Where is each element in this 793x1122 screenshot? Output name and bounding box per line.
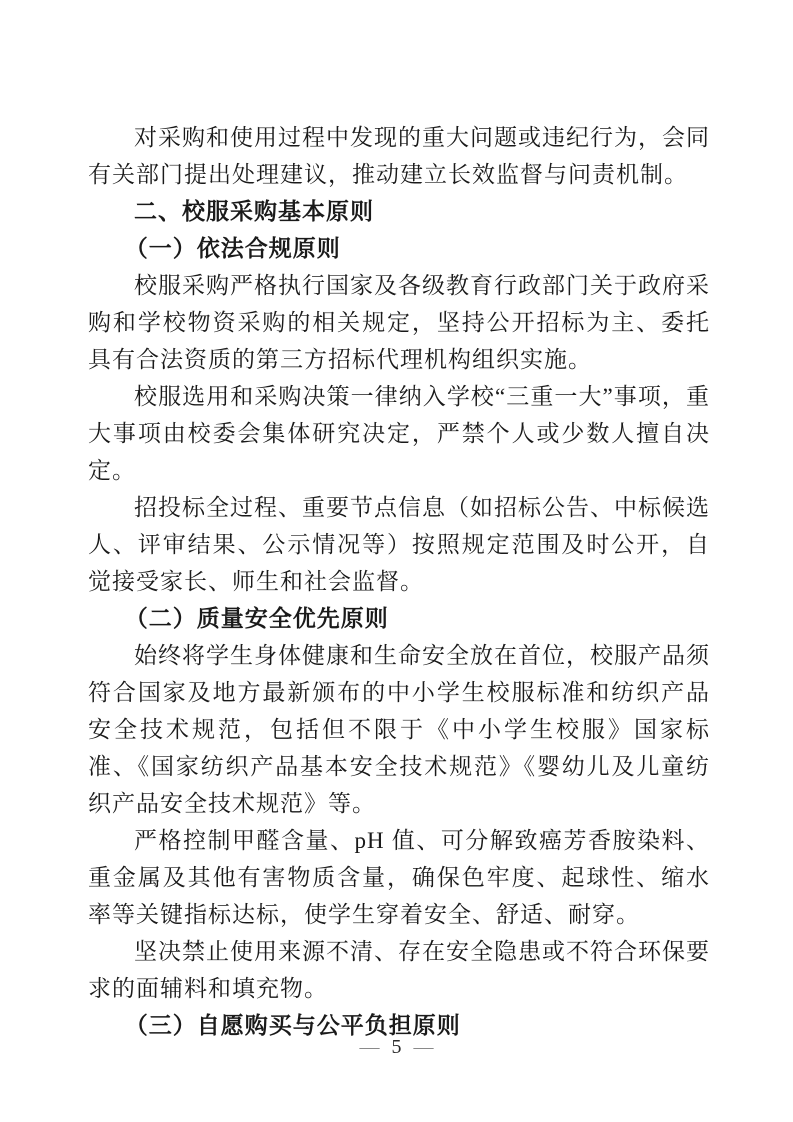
subsection-heading: （一）依法合规原则: [124, 236, 341, 261]
page-footer: [0, 1034, 793, 1060]
paragraph: 对采购和使用过程中发现的重大问题或违纪行为，会同有关部门提出处理建议，推动建立长效监督与问责机制。: [88, 125, 710, 187]
paragraph: 校服选用和采购决策一律纳入学校“三重一大”事项，重大事项由校委会集体研究决定，严禁个人或少数人擅自决定。: [88, 384, 710, 483]
footer-dash-right: —: [413, 1036, 434, 1058]
subsection-heading: （二）质量安全优先原则: [124, 606, 389, 631]
paragraph: 始终将学生身体健康和生命安全放在首位，校服产品须符合国家及地方最新颁布的中小学生校服标准和纺织产品安全技术规范，包括但不限于《中小学生校服》国家标准、《国家纺织产品基本安全技术规范》《婴幼儿及儿童纺织产品安全技术规范》等。: [88, 643, 710, 816]
subsection-heading: （三）自愿购买与公平负担原则: [124, 1013, 461, 1038]
paragraph: 严格控制甲醛含量、pH 值、可分解致癌芳香胺染料、重金属及其他有害物质含量，确保色牢度、起球性、缩水率等关键指标达标，使学生穿着安全、舒适、耐穿。: [88, 828, 710, 927]
paragraph: 坚决禁止使用来源不清、存在安全隐患或不符合环保要求的面辅料和填充物。: [88, 939, 710, 1001]
paragraph: 校服采购严格执行国家及各级教育行政部门关于政府采购和学校物资采购的相关规定，坚持公开招标为主、委托具有合法资质的第三方招标代理机构组织实施。: [88, 273, 710, 372]
footer-dash-left: —: [359, 1036, 380, 1058]
paragraph: 招投标全过程、重要节点信息（如招标公告、中标候选人、评审结果、公示情况等）按照规定范围及时公开，自觉接受家长、师生和社会监督。: [88, 495, 710, 594]
document-body: [88, 119, 710, 1044]
section-heading: 二、校服采购基本原则: [134, 198, 374, 224]
page-number: 5: [391, 1036, 402, 1058]
